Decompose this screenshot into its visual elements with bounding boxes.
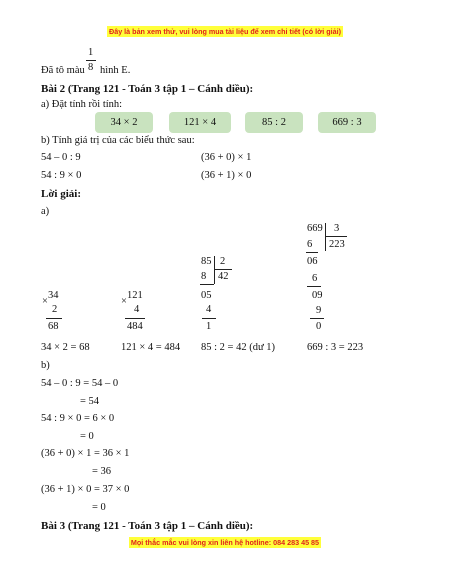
expression-4: (36 + 1) × 0 — [201, 170, 252, 181]
mult2-top: 121 — [127, 290, 143, 301]
div2-quotient: 223 — [329, 239, 345, 250]
div2-quotient-rule — [325, 236, 347, 237]
div1-vertical-bar — [214, 256, 215, 284]
result-1: 34 × 2 = 68 — [41, 342, 90, 353]
mult1-rule — [46, 318, 62, 319]
result-3: 85 : 2 = 42 (dư 1) — [201, 342, 276, 353]
fraction-denominator: 8 — [88, 62, 94, 73]
div2-divisor: 3 — [334, 223, 340, 234]
b-line-5: (36 + 0) × 1 = 36 × 1 — [41, 448, 130, 459]
b-line-7: (36 + 1) × 0 = 37 × 0 — [41, 484, 130, 495]
div1-rule-2 — [202, 318, 216, 319]
div2-vertical-bar — [325, 223, 326, 251]
fraction-numerator: 1 — [88, 47, 94, 58]
mult1-bottom: 2 — [52, 304, 58, 315]
bottom-banner: Mọi thắc mắc vui lòng xin liên hệ hotline: 084 283 45 85 — [130, 538, 320, 547]
calc-box-1: 34 × 2 — [95, 112, 153, 133]
bai3-title: Bài 3 (Trang 121 - Toán 3 tập 1 – Cánh diều): — [41, 520, 254, 532]
div2-step2: 06 — [307, 256, 318, 267]
mult1-top: 34 — [48, 290, 59, 301]
div1-remainder: 1 — [206, 321, 212, 332]
part-b-label: b) Tính giá trị của các biểu thức sau: — [41, 135, 195, 146]
b-line-1: 54 – 0 : 9 = 54 – 0 — [41, 378, 119, 389]
result-4: 669 : 3 = 223 — [307, 342, 364, 353]
b-line-4: = 0 — [80, 431, 94, 442]
b-line-6: = 36 — [92, 466, 112, 477]
solution-b-label: b) — [41, 360, 50, 371]
expression-2: (36 + 0) × 1 — [201, 152, 252, 163]
result-2: 121 × 4 = 484 — [121, 342, 181, 353]
mult2-sign: × — [121, 296, 127, 307]
solution-heading: Lời giải: — [41, 188, 82, 200]
mult2-rule — [125, 318, 145, 319]
div2-rule-3 — [310, 318, 324, 319]
div2-remainder: 0 — [316, 321, 322, 332]
mult2-bottom: 4 — [134, 304, 140, 315]
mult1-result: 68 — [48, 321, 59, 332]
b-line-3: 54 : 9 × 0 = 6 × 0 — [41, 413, 115, 424]
solution-a-label: a) — [41, 206, 50, 217]
div1-quotient: 42 — [218, 271, 229, 282]
b-line-2: = 54 — [80, 396, 100, 407]
expression-3: 54 : 9 × 0 — [41, 170, 82, 181]
div2-step5: 9 — [316, 305, 322, 316]
div2-dividend: 669 — [307, 223, 323, 234]
expression-1: 54 – 0 : 9 — [41, 152, 81, 163]
div1-dividend: 85 — [201, 256, 212, 267]
calc-box-4: 669 : 3 — [318, 112, 376, 133]
part-a-label: a) Đặt tính rồi tính: — [41, 99, 123, 110]
div2-rule-2 — [307, 286, 321, 287]
top-banner: Đây là bản xem thử, vui lòng mua tài liệu để xem chi tiết (có lời giải) — [109, 27, 341, 36]
intro-prefix: Đã tô màu — [41, 65, 85, 76]
div1-step3: 4 — [206, 304, 212, 315]
calc-box-3: 85 : 2 — [245, 112, 303, 133]
div2-rule-1 — [306, 252, 318, 253]
div1-quotient-rule — [214, 269, 232, 270]
div1-step1: 8 — [201, 271, 207, 282]
div1-rule-1 — [200, 284, 214, 285]
calc-box-2: 121 × 4 — [169, 112, 231, 133]
div1-step2: 05 — [201, 290, 212, 301]
b-line-8: = 0 — [92, 502, 106, 513]
div2-step4: 09 — [312, 290, 323, 301]
div2-step1: 6 — [307, 239, 313, 250]
fraction-bar — [86, 60, 96, 61]
mult2-result: 484 — [127, 321, 143, 332]
bai2-title: Bài 2 (Trang 121 - Toán 3 tập 1 – Cánh diều): — [41, 83, 254, 95]
intro-suffix: hình E. — [100, 65, 131, 76]
div1-divisor: 2 — [220, 256, 226, 267]
mult1-sign: × — [42, 296, 48, 307]
div2-step3: 6 — [312, 273, 318, 284]
